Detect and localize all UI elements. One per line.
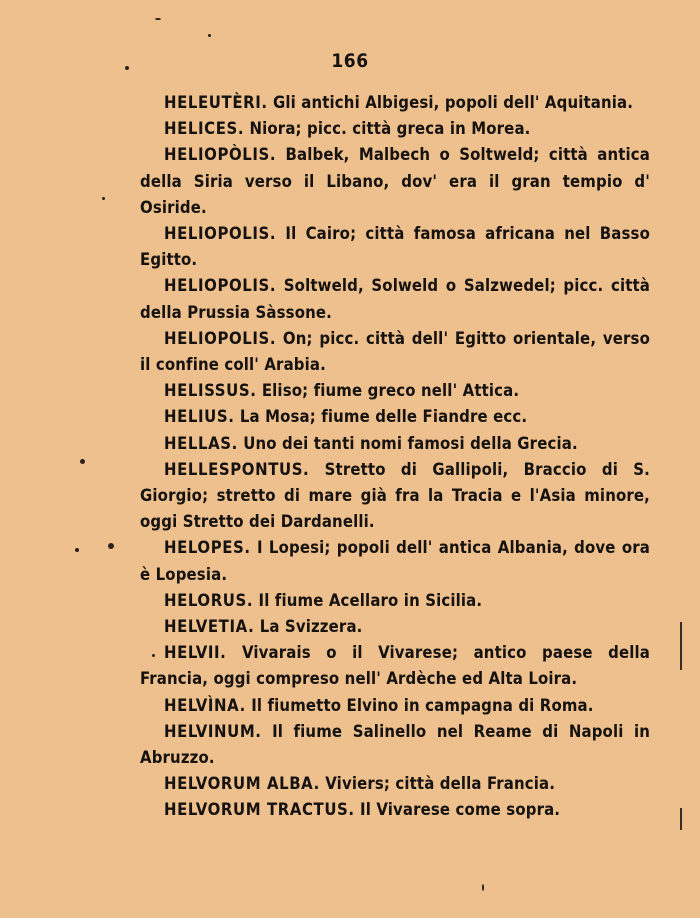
- entry-definition: Il fiume Acellaro in Sicilia.: [258, 590, 483, 610]
- dictionary-entries: [140, 90, 650, 824]
- entry-headword: HELVÌNA.: [164, 695, 246, 715]
- scan-edge-line: [680, 808, 682, 830]
- entry-headword: HELISSUS.: [164, 381, 257, 401]
- entry-definition: La Mosa; fiume delle Fiandre ecc.: [239, 407, 528, 427]
- entry-headword: HELLAS.: [164, 433, 238, 453]
- entry-definition: Gli antichi Albigesi, popoli dell' Aquitania.: [272, 93, 634, 112]
- entry-headword: HELIOPÒLIS.: [164, 145, 277, 165]
- dictionary-entry: [140, 142, 650, 221]
- dictionary-entry: [140, 431, 650, 457]
- scan-speck: [102, 197, 105, 200]
- scan-speck: [80, 459, 85, 464]
- entry-definition: Il Cairo; città famosa africana nel Basso Egitto.: [140, 224, 650, 270]
- dictionary-entry: [140, 326, 650, 378]
- entry-definition: Soltweld, Solweld o Salzwedel; picc. città della Prussia Sàssone.: [140, 276, 651, 322]
- entry-headword: HELIOPOLIS.: [164, 328, 277, 348]
- scan-speck: [75, 548, 79, 552]
- entry-definition: Viviers; città della Francia.: [325, 774, 556, 794]
- scan-speck: [208, 34, 211, 37]
- entry-definition: On; picc. città dell' Egitto orientale, verso il confine coll' Arabia.: [140, 328, 651, 375]
- entry-definition: Il fiumetto Elvino in campagna di Roma.: [251, 695, 594, 715]
- dictionary-entry: [140, 378, 650, 404]
- scan-speck: [152, 654, 155, 657]
- dictionary-entry: [140, 771, 650, 797]
- entry-headword: HELICES.: [164, 119, 245, 139]
- entry-headword: HELORUS.: [164, 590, 254, 610]
- entry-headword: HELVORUM TRACTUS.: [164, 800, 355, 820]
- page-number: 166: [331, 50, 369, 72]
- entry-definition: Niora; picc. città greca in Morea.: [249, 119, 531, 139]
- entry-definition: Vivarais o il Vivarese; antico paese della Francia, oggi compreso nell' Ardèche ed Alta Loira.: [140, 643, 651, 689]
- entry-headword: HELVORUM ALBA.: [164, 774, 320, 794]
- entry-headword: HELEUTÈRI.: [164, 93, 268, 112]
- scan-edge-line: [680, 622, 682, 670]
- dictionary-entry: [140, 693, 650, 719]
- dictionary-entry: [140, 719, 650, 771]
- entry-definition: Balbek, Malbech o Soltweld; città antica della Siria verso il Libano, dov' era il gran tempio d' Osiride.: [140, 145, 650, 217]
- entry-headword: HELOPES.: [164, 538, 251, 558]
- dictionary-entry: [140, 404, 650, 430]
- dictionary-entry: [140, 797, 650, 823]
- dictionary-entry: [140, 90, 650, 116]
- dictionary-entry: [140, 640, 650, 692]
- dictionary-entry: [140, 535, 650, 587]
- entry-definition: Uno dei tanti nomi famosi della Grecia.: [243, 433, 578, 453]
- entry-definition: Il fiume Salinello nel Reame di Napoli in Abruzzo.: [140, 721, 651, 768]
- entry-headword: HELIOPOLIS.: [164, 276, 277, 296]
- entry-headword: HELIUS.: [164, 407, 235, 427]
- entry-definition: La Svizzera.: [259, 617, 363, 637]
- scan-speck: [125, 66, 129, 70]
- entry-headword: HELVETIA.: [164, 617, 255, 637]
- entry-headword: HELVII.: [164, 643, 227, 663]
- entry-headword: HELLESPONTUS.: [164, 459, 310, 479]
- entry-headword: HELVINUM.: [164, 721, 262, 741]
- dictionary-entry: [140, 614, 650, 640]
- dictionary-entry: [140, 273, 650, 325]
- entry-headword: HELIOPOLIS.: [164, 224, 277, 244]
- scan-speck: [482, 884, 484, 891]
- entry-definition: Il Vivarese come sopra.: [360, 800, 561, 820]
- dictionary-entry: [140, 221, 650, 273]
- dictionary-entry: [140, 588, 650, 614]
- scan-speck: [108, 543, 114, 549]
- entry-definition: Eliso; fiume greco nell' Attica.: [261, 381, 520, 401]
- dictionary-entry: [140, 457, 650, 536]
- entry-definition: Stretto di Gallipoli, Braccio di S. Giorgio; stretto di mare già fra la Tracia e l'Asia minore, oggi Stretto dei Dardanelli.: [140, 459, 650, 532]
- scan-speck: [155, 18, 161, 20]
- entry-definition: I Lopesi; popoli dell' antica Albania, dove ora è Lopesia.: [140, 538, 650, 584]
- dictionary-entry: [140, 116, 650, 142]
